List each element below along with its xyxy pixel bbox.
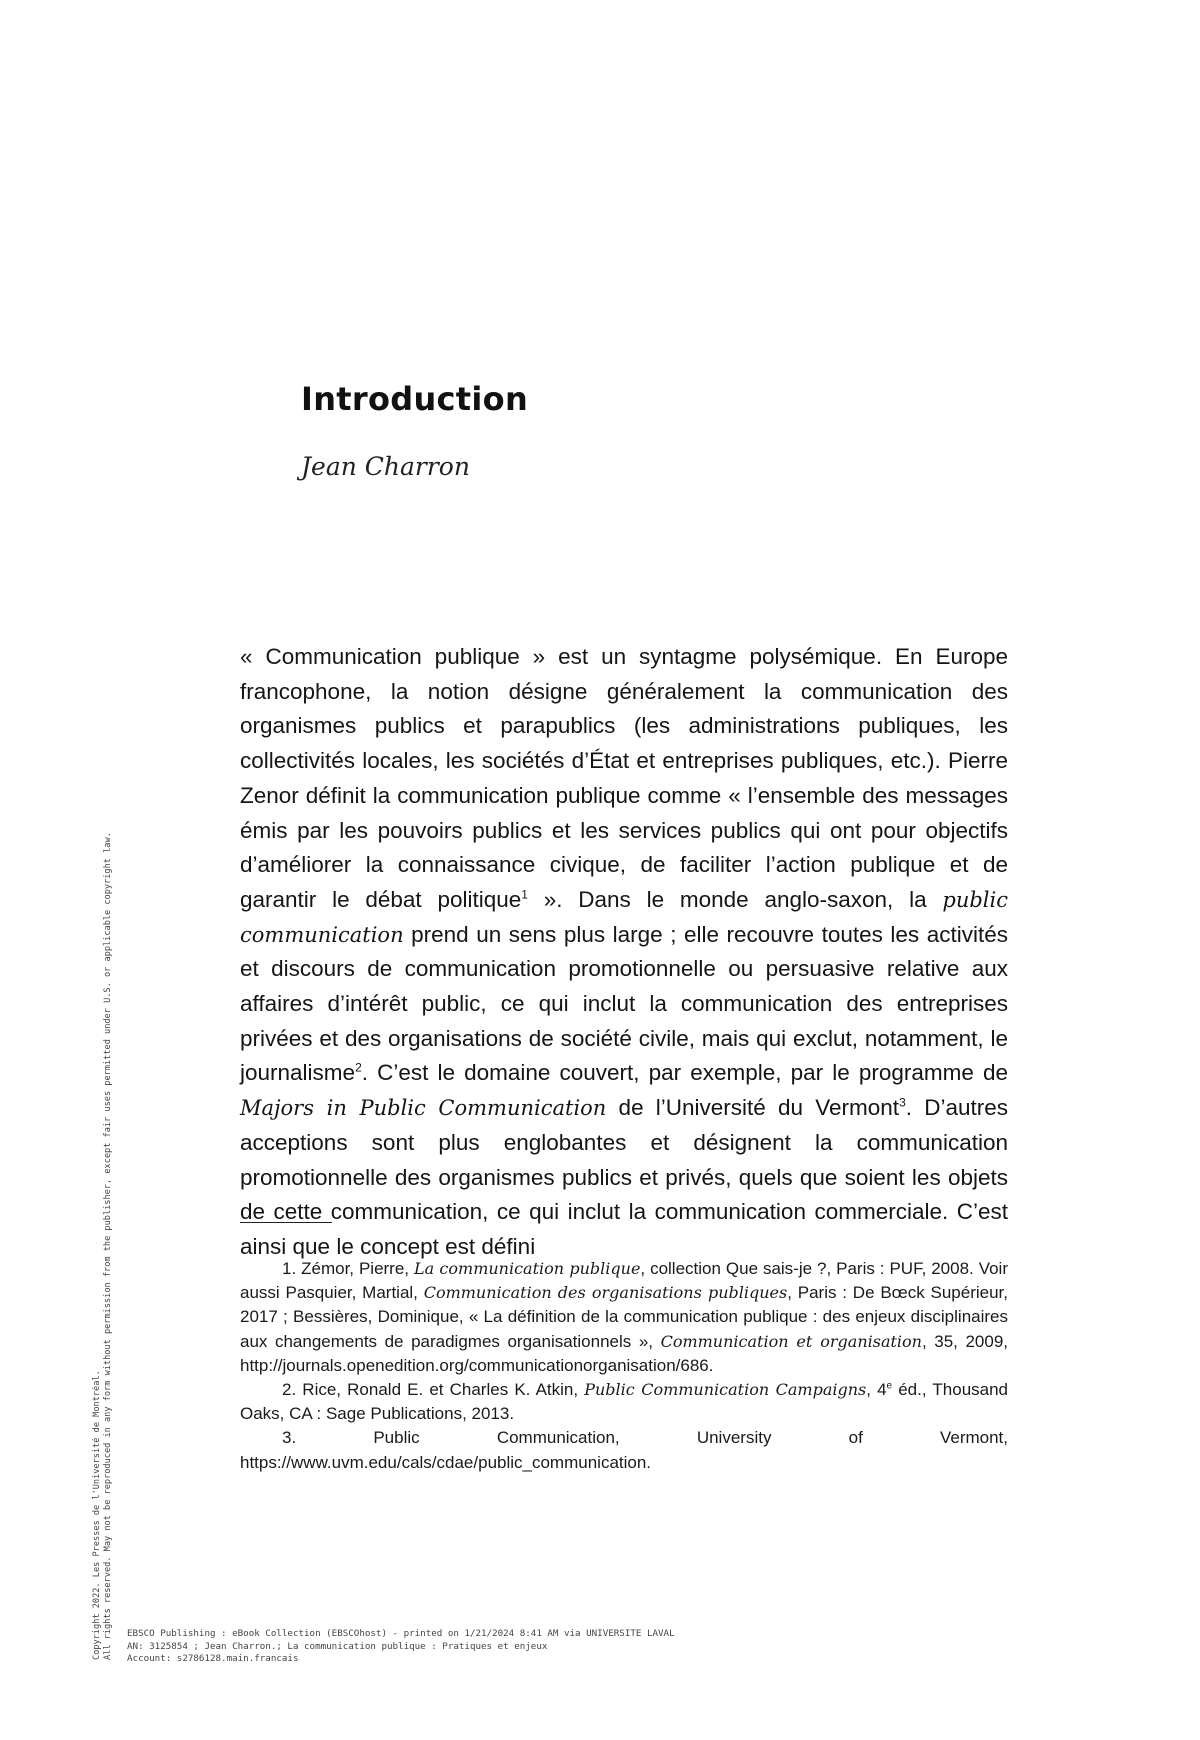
copyright-line: All rights reserved. May not be reproduced in any form without permission from the publisher, except fair uses permitted under U.S. or applicable copyright law. — [102, 832, 113, 1660]
footnote-2 — [240, 1378, 1008, 1426]
body-paragraph — [240, 640, 1008, 1265]
footer-line: EBSCO Publishing : eBook Collection (EBSCOhost) - printed on 1/21/2024 8:41 AM via UNIVERSITE LAVAL — [127, 1628, 675, 1639]
italic-term: public communication — [240, 887, 1008, 947]
footnote-text: , 35, 2009, http://journals.openedition.org/communicationorganisation/686. — [240, 1331, 1009, 1375]
footnote-text: 1. Zémor, Pierre, — [282, 1259, 414, 1278]
chapter-title: Introduction — [301, 380, 529, 418]
footnote-3 — [240, 1426, 1008, 1474]
footnote-text: , collection Que sais-je ?, Paris : PUF, 2008. Voir aussi Pasquier, Martial, — [240, 1259, 1008, 1303]
footnote-italic: La communication publique — [413, 1259, 641, 1278]
footer-line: Account: s2786128.main.francais — [127, 1653, 299, 1665]
footnote-italic: Communication et organisation — [660, 1331, 922, 1351]
side-copyright-notice — [92, 570, 113, 1660]
author-name: Jean Charron — [301, 452, 470, 481]
footnote-superscript: e — [886, 1380, 893, 1392]
footnote-1 — [240, 1257, 1008, 1378]
footnote-text: éd., Thousand Oaks, CA : Sage Publications, 2013. — [240, 1380, 1009, 1424]
footnote-ref[interactable]: 3 — [899, 1095, 906, 1110]
footnote-text: , 4 — [866, 1380, 887, 1400]
footnote-ref[interactable]: 2 — [355, 1060, 362, 1075]
body-text-segment: ». Dans le monde anglo-saxon, la — [527, 886, 943, 912]
body-text-segment: prend un sens plus large ; elle recouvre toutes les activités et discours de communication promotionnelle ou persuasive relative aux affaires d’intérêt public, ce qui inclut la communication des entreprises privées et des organisations de société civile, mais qui exclut, notamment, le journalisme — [240, 921, 1008, 1086]
ebsco-print-footer — [127, 1628, 675, 1666]
body-text-segment: . D’autres acceptions sont plus englobantes et désignent la communication promotionnelle des organismes publics et privés, quels que soient les objets de cette communication, ce qui inclut la communication commerciale. C’est ainsi que le concept est défini — [240, 1095, 1008, 1259]
body-text-segment: « Communication publique » est un syntagme polysémique. En Europe francophone, la notion désigne généralement la communication des organismes publics et parapublics (les administrations publiques, les collectivités locales, les sociétés d’État et entreprises publiques, etc.). Pierre Zenor définit la communication publique comme « l’ensemble des messages émis par les pouvoirs publics et les services publics qui ont pour objectifs d’améliorer la connaissance civique, de faciliter l’action publique et de garantir le débat politique — [240, 644, 1008, 912]
copyright-line: Copyright 2022. Les Presses de l'Université de Montréal. — [92, 1370, 102, 1660]
footnote-italic: Communication des organisations publiques — [423, 1283, 788, 1303]
footnote-italic: Public Communication Campaigns — [584, 1380, 867, 1400]
footnote-divider — [240, 1222, 332, 1223]
footnote-text: 2. Rice, Ronald E. et Charles K. Atkin, — [282, 1380, 585, 1400]
footnote-text: , Paris : De Bœck Supérieur, 2017 ; Bessières, Dominique, « La définition de la communication publique : des enjeux disciplinaires aux changements de paradigmes organisationnels », — [240, 1283, 1009, 1351]
body-text-segment: . C’est le domaine couvert, par exemple, par le programme de — [361, 1060, 1008, 1086]
footnote-ref[interactable]: 1 — [521, 887, 528, 902]
footnote-text: 3. Public Communication, University of Vermont, https://www.uvm.edu/cals/cdae/public_communication. — [240, 1428, 1008, 1472]
footer-line: AN: 3125854 ; Jean Charron.; La communication publique : Pratiques et enjeux — [127, 1640, 548, 1652]
body-text-segment: de l’Université du Vermont — [606, 1095, 900, 1121]
footnotes — [240, 1257, 1008, 1475]
italic-term: Majors in Public Communication — [240, 1096, 607, 1121]
